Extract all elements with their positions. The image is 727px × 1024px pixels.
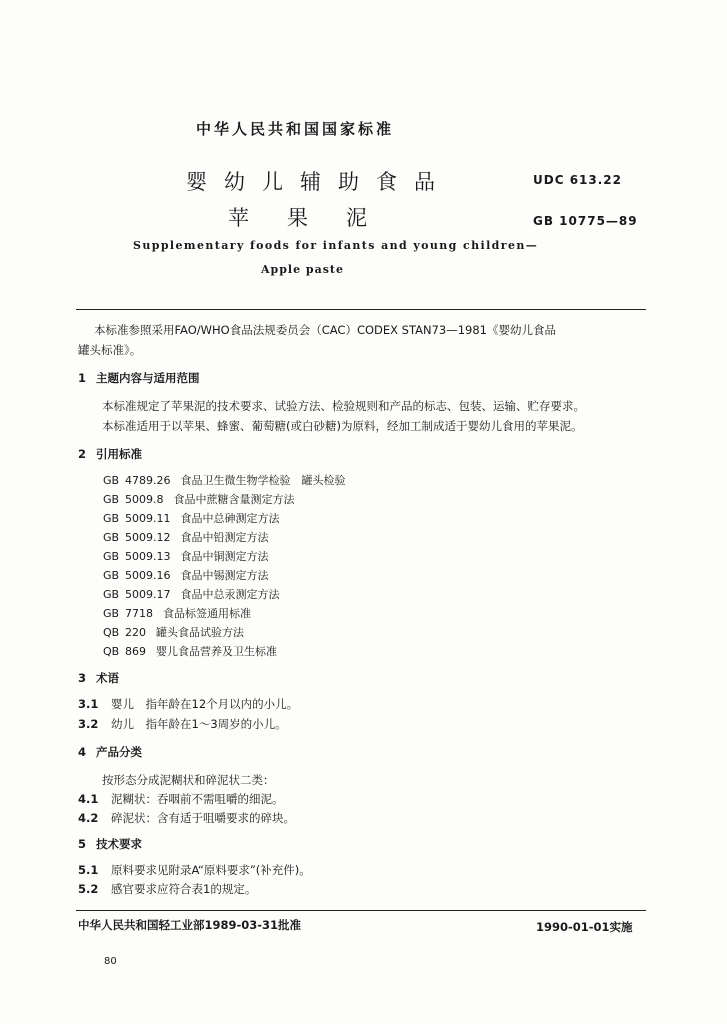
- footer-divider: [76, 910, 646, 911]
- section-title: 主题内容与适用范围: [96, 371, 200, 385]
- header-divider: [76, 309, 646, 310]
- ref-code: GB: [103, 569, 120, 582]
- ref-number: 4789.26: [125, 474, 171, 487]
- ref-code: GB: [103, 550, 120, 563]
- section-number: 5: [78, 837, 87, 851]
- ref-title: 食品中锡测定方法: [180, 569, 269, 582]
- ref-number: 5009.17: [125, 588, 171, 601]
- standard-title: 婴幼儿辅助食品: [186, 170, 452, 194]
- ref-title: 食品中铅测定方法: [180, 531, 269, 544]
- clause-item: [78, 810, 295, 826]
- clause-item: [78, 696, 298, 712]
- ref-code: QB: [103, 626, 120, 639]
- section-number: 3: [78, 671, 87, 685]
- ref-code: GB: [103, 512, 120, 525]
- reference-item: [103, 586, 280, 602]
- clause-number: 5.1: [78, 863, 99, 877]
- section-1-paragraph: 本标准规定了苹果泥的技术要求、试验方法、检验规则和产品的标志、包装、运输、贮存要求。: [102, 399, 585, 413]
- ref-title: 食品中蔗糖含量测定方法: [173, 493, 295, 506]
- intro-paragraph: 本标准参照采用FAO/WHO食品法规委员会（CAC）CODEX STAN73—1981《婴幼儿食品: [94, 323, 556, 337]
- ref-number: 5009.8: [125, 493, 164, 506]
- subtitle-char: 泥: [346, 206, 367, 230]
- reference-item: [103, 510, 280, 526]
- section-title: 术语: [96, 671, 119, 685]
- section-5-heading: [78, 836, 142, 852]
- reference-item: [103, 548, 269, 564]
- section-1-paragraph: 本标准适用于以苹果、蜂蜜、葡萄糖(或白砂糖)为原料，经加工制成适于婴幼儿食用的苹果泥。: [102, 419, 583, 433]
- approval-line: 中华人民共和国轻工业部1989-03-31批准: [78, 918, 302, 932]
- clause-item: [78, 862, 311, 878]
- clause-text: 碎泥状：含有适于咀嚼要求的碎块。: [111, 811, 295, 825]
- ref-number: 220: [125, 626, 146, 639]
- clause-text: 幼儿 指年龄在1～3周岁的小儿。: [111, 717, 287, 731]
- reference-item: [103, 491, 295, 507]
- clause-number: 4.1: [78, 792, 99, 806]
- section-4-paragraph: 按形态分成泥糊状和碎泥状二类：: [102, 773, 275, 787]
- clause-item: [78, 881, 256, 897]
- ref-code: GB: [103, 607, 120, 620]
- ref-number: 7718: [125, 607, 153, 620]
- ref-code: GB: [103, 531, 120, 544]
- gb-number: GB 10775—89: [533, 214, 638, 228]
- subtitle-char: 苹: [228, 206, 249, 230]
- clause-number: 5.2: [78, 882, 99, 896]
- ref-code: GB: [103, 474, 120, 487]
- page-number: 80: [104, 956, 117, 967]
- section-number: 4: [78, 745, 87, 759]
- ref-code: GB: [103, 493, 120, 506]
- ref-title: 罐头食品试验方法: [156, 626, 244, 639]
- clause-text: 原料要求见附录A“原料要求”(补充件)。: [111, 863, 311, 877]
- ref-number: 869: [125, 645, 146, 658]
- ref-number: 5009.11: [125, 512, 171, 525]
- intro-paragraph-cont: 罐头标准》。: [78, 343, 142, 357]
- section-title: 引用标准: [96, 447, 142, 461]
- reference-item: [103, 567, 269, 583]
- clause-text: 感官要求应符合表1的规定。: [111, 882, 257, 896]
- ref-title: 食品卫生微生物学检验 罐头检验: [180, 474, 346, 487]
- subtitle-char: 果: [287, 206, 308, 230]
- reference-item: [103, 643, 277, 659]
- ref-title: 食品中总汞测定方法: [180, 588, 280, 601]
- ref-number: 5009.12: [125, 531, 171, 544]
- section-number: 1: [78, 371, 87, 385]
- ref-title: 食品标签通用标准: [163, 607, 251, 620]
- reference-item: [103, 605, 251, 621]
- reference-item: [103, 624, 244, 640]
- ref-code: GB: [103, 588, 120, 601]
- reference-item: [103, 472, 346, 488]
- effective-date: 1990-01-01实施: [536, 920, 633, 934]
- udc-code: UDC 613.22: [533, 173, 622, 187]
- english-title: Supplementary foods for infants and young children—: [133, 239, 539, 252]
- clause-text: 泥糊状：吞咽前不需咀嚼的细泥。: [111, 792, 284, 806]
- ref-code: QB: [103, 645, 120, 658]
- clause-text: 婴儿 指年龄在12个月以内的小儿。: [111, 697, 299, 711]
- clause-number: 3.2: [78, 717, 99, 731]
- ref-title: 婴儿食品营养及卫生标准: [156, 645, 277, 658]
- issuing-authority: 中华人民共和国国家标准: [196, 120, 395, 138]
- section-number: 2: [78, 447, 87, 461]
- clause-item: [78, 716, 287, 732]
- reference-item: [103, 529, 269, 545]
- clause-number: 3.1: [78, 697, 99, 711]
- english-subtitle: Apple paste: [261, 263, 345, 276]
- section-3-heading: [78, 670, 119, 686]
- section-1-heading: [78, 370, 200, 386]
- section-4-heading: [78, 744, 142, 760]
- section-title: 技术要求: [96, 837, 142, 851]
- section-2-heading: [78, 446, 142, 462]
- clause-item: [78, 791, 284, 807]
- ref-title: 食品中铜测定方法: [180, 550, 269, 563]
- ref-title: 食品中总砷测定方法: [180, 512, 280, 525]
- section-title: 产品分类: [96, 745, 142, 759]
- clause-number: 4.2: [78, 811, 99, 825]
- ref-number: 5009.16: [125, 569, 171, 582]
- ref-number: 5009.13: [125, 550, 171, 563]
- standard-subtitle: [228, 202, 405, 232]
